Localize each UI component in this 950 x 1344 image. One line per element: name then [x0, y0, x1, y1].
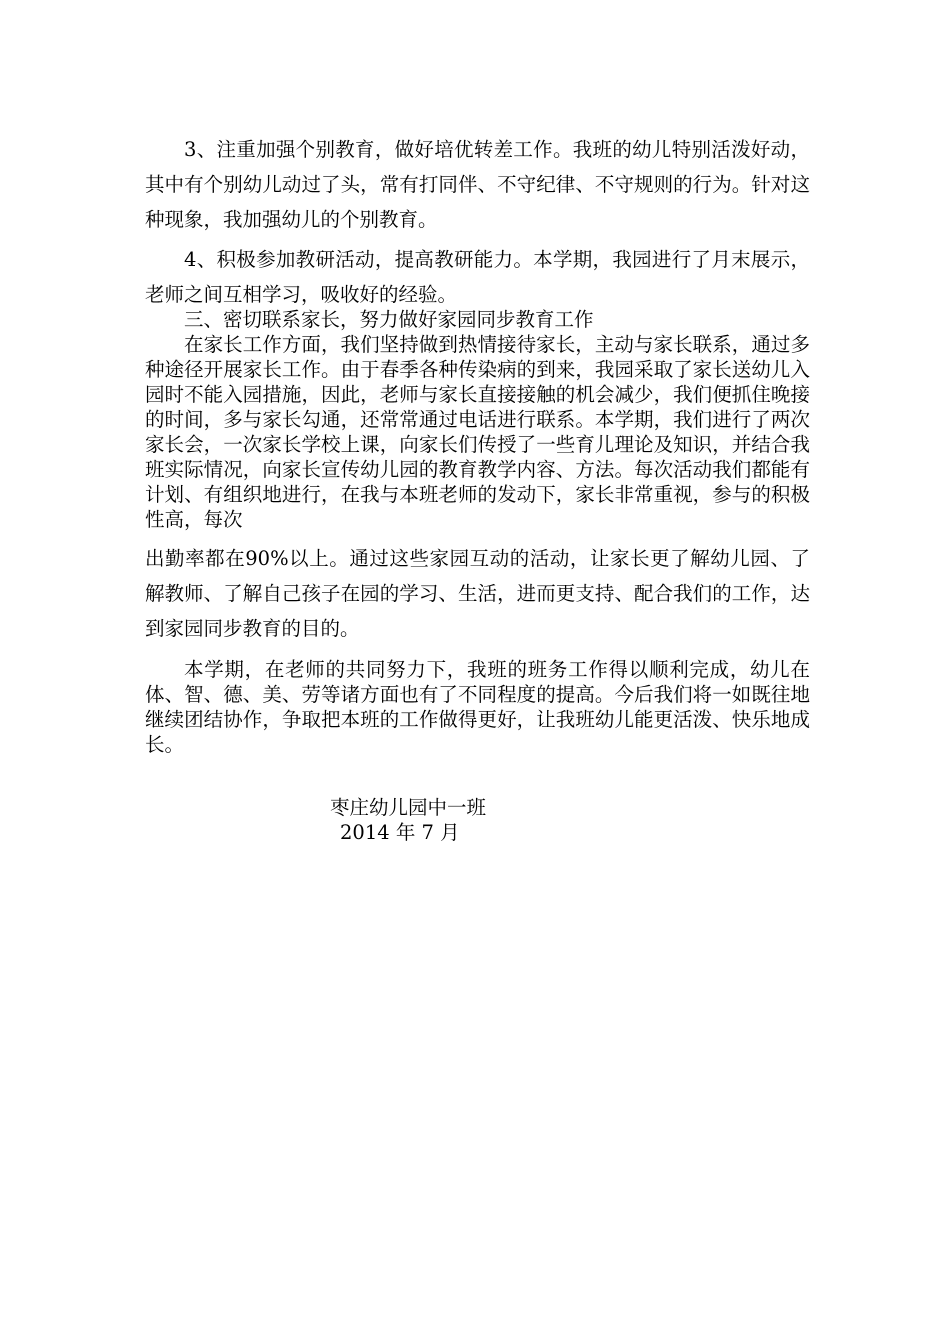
signature-organization: 枣庄幼儿园中一班 — [330, 796, 487, 819]
item-3-lead: 3、注重加强个别教育，做好培优转差工作。我班的幼儿特别活泼 — [184, 138, 751, 161]
item-3-rest: 好动，其中有个别幼儿动过了头，常有打同伴、不守纪律、不守规则的行为。针对这种现象，我加强幼儿的个别教育。 — [145, 138, 810, 231]
parents-work-paragraph — [145, 332, 810, 532]
section-3-heading: 三、密切联系家长，努力做好家园同步教育工作 — [184, 308, 594, 331]
parents-work-main: 在家长工作方面，我们坚持做到热情接待家长，主动与家长联系，通过多种途径开展家长工作。由于春季各种传染病的到来，我园采取了家长送幼儿入园时不能入园措施，因此，老师与家长直接接触的机会减少，我们便抓住晚接的时间，多与家长勾通，还常常通过电话进行联系。本学期，我们进行了两次家长会，一次家长学校上课，向家长们传授了一些育儿理论及知识，并结合我班实际情况，向家长宣传幼儿园的教育教学内容、方法。每次活动我们都能有计划、有组织地进行，在我与本班老师的发动下，家长非常重视，参与的积极性高，每次 — [145, 333, 810, 531]
signature-date: 2014 年 7 月 — [340, 821, 460, 844]
signature-block — [330, 795, 486, 845]
summary-paragraph: 本学期，在老师的共同努力下，我班的班务工作得以顺利完成，幼儿在体、智、德、美、劳等诸方面也有了不同程度的提高。今后我们将一如既往地继续团结协作，争取把本班的工作做得更好，让我班幼儿能更活泼、快乐地成长。 — [145, 658, 810, 756]
item-4-paragraph: 4、积极参加教研活动，提高教研能力。本学期，我园进行了月末展示，老师之间互相学习，吸收好的经验。 — [145, 248, 810, 306]
item-3-paragraph — [145, 132, 810, 237]
document-body — [145, 132, 810, 757]
parents-work-paragraph-tail: 出勤率都在90%以上。通过这些家园互动的活动，让家长更了解幼儿园、了解教师、了解自己孩子在园的学习、生活，进而更支持、配合我们的工作，达到家园同步教育的目的。 — [145, 547, 810, 640]
